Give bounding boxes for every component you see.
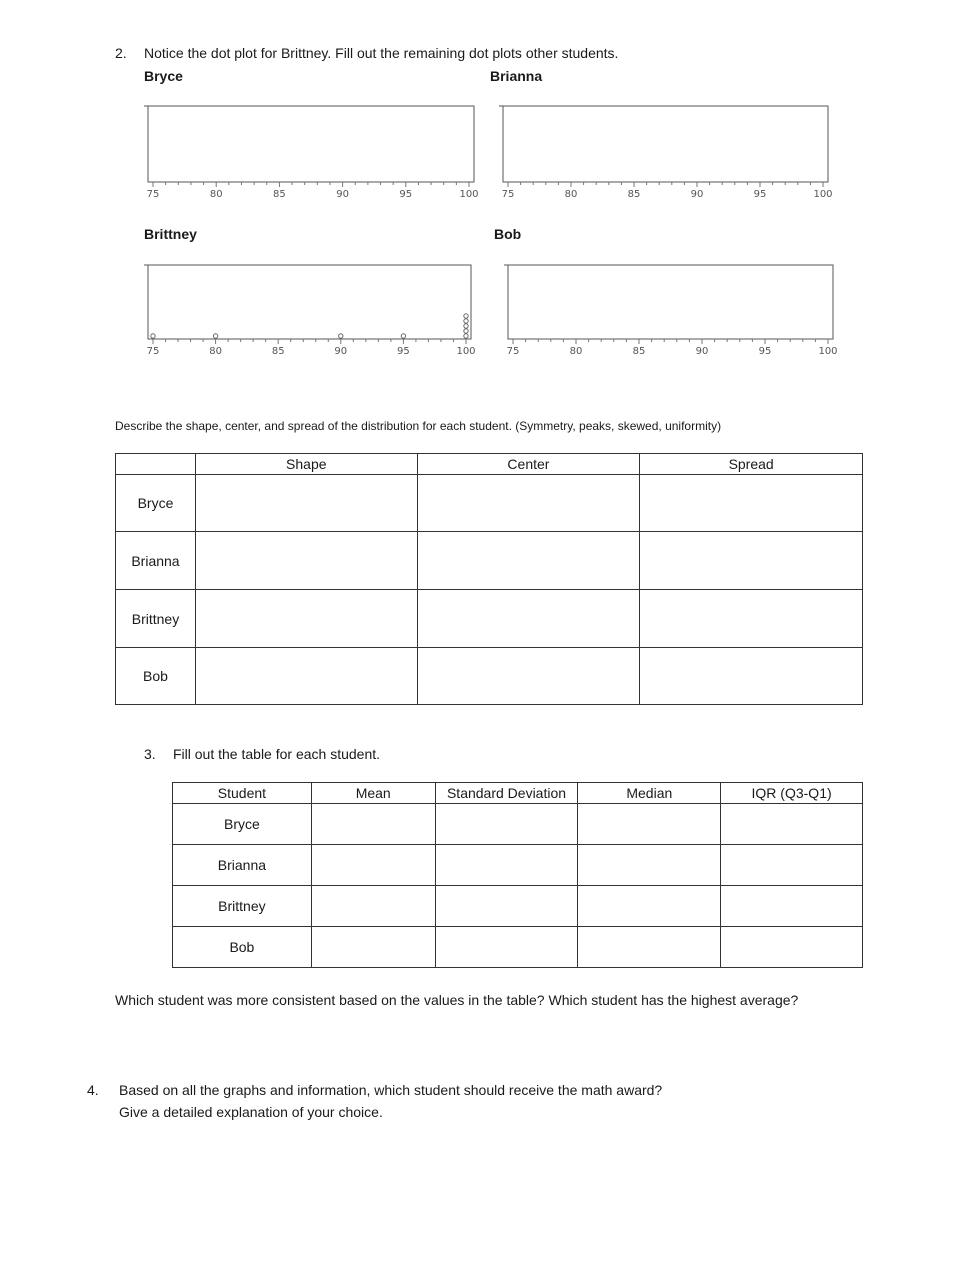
answer-cell[interactable] <box>195 648 417 705</box>
answer-cell[interactable] <box>417 475 640 532</box>
row-label: Brittney <box>173 886 312 927</box>
answer-cell[interactable] <box>311 845 435 886</box>
answer-cell[interactable] <box>578 804 721 845</box>
answer-cell[interactable] <box>311 804 435 845</box>
row-label: Brianna <box>116 532 196 590</box>
describe-table <box>115 453 863 705</box>
header-cell-std-dev: Standard Deviation <box>435 783 578 804</box>
stats-table <box>172 782 863 968</box>
consistency-question: Which student was more consistent based on the values in the table? Which student has the highest average? <box>115 992 799 1008</box>
header-cell-shape: Shape <box>195 454 417 475</box>
table-row <box>173 845 863 886</box>
answer-cell[interactable] <box>721 886 863 927</box>
tick-label: 75 <box>146 189 160 200</box>
table-row <box>116 532 863 590</box>
tick-label: 95 <box>397 346 410 357</box>
question-number: 3. <box>144 746 156 762</box>
question-prompt: Fill out the table for each student. <box>173 746 381 762</box>
row-label: Brianna <box>173 845 312 886</box>
question-prompt: Notice the dot plot for Brittney. Fill out the remaining dot plots other students. <box>144 45 619 61</box>
header-cell-center: Center <box>417 454 640 475</box>
stats-header-row <box>173 783 863 804</box>
tick-label: 95 <box>753 189 767 200</box>
tick-label: 90 <box>695 346 709 357</box>
answer-cell[interactable] <box>640 475 863 532</box>
tick-label: 100 <box>818 346 838 357</box>
answer-cell[interactable] <box>435 927 578 968</box>
answer-cell[interactable] <box>435 804 578 845</box>
answer-cell[interactable] <box>578 886 721 927</box>
plot-frame <box>508 265 833 339</box>
table-row <box>173 927 863 968</box>
answer-cell[interactable] <box>311 927 435 968</box>
plot-title-brianna: Brianna <box>490 68 543 84</box>
describe-header-row <box>116 454 863 475</box>
row-label: Brittney <box>116 590 196 648</box>
tick-label: 100 <box>456 346 476 357</box>
tick-label: 90 <box>334 346 348 357</box>
answer-cell[interactable] <box>435 845 578 886</box>
row-label: Bob <box>116 648 196 705</box>
tick-label: 95 <box>758 346 772 357</box>
header-cell-blank <box>116 454 196 475</box>
tick-label: 85 <box>627 189 641 200</box>
plot-title-brittney: Brittney <box>144 226 197 242</box>
tick-label: 75 <box>501 189 515 200</box>
tick-label: 80 <box>209 346 222 357</box>
describe-prompt: Describe the shape, center, and spread of the distribution for each student. (Symmetry, peaks, skewed, uniformity) <box>115 419 722 433</box>
question-number: 2. <box>115 45 127 61</box>
table-row <box>173 886 863 927</box>
table-row <box>116 475 863 532</box>
answer-cell[interactable] <box>311 886 435 927</box>
answer-cell[interactable] <box>721 927 863 968</box>
answer-cell[interactable] <box>640 590 863 648</box>
row-label: Bryce <box>173 804 312 845</box>
table-row <box>173 804 863 845</box>
table-row <box>116 648 863 705</box>
answer-cell[interactable] <box>195 532 417 590</box>
tick-label: 80 <box>564 189 578 200</box>
answer-cell[interactable] <box>721 804 863 845</box>
tick-label: 90 <box>336 189 349 200</box>
row-label: Bob <box>173 927 312 968</box>
answer-cell[interactable] <box>195 590 417 648</box>
tick-label: 80 <box>209 189 223 200</box>
answer-cell[interactable] <box>435 886 578 927</box>
answer-cell[interactable] <box>417 532 640 590</box>
header-cell-mean: Mean <box>311 783 435 804</box>
question-number: 4. <box>87 1082 99 1098</box>
tick-label: 90 <box>690 189 704 200</box>
question-prompt-line2: Give a detailed explanation of your choice. <box>119 1104 383 1120</box>
tick-label: 75 <box>146 346 160 357</box>
header-cell-student: Student <box>173 783 312 804</box>
plot-title-bob: Bob <box>494 226 522 242</box>
row-label: Bryce <box>116 475 196 532</box>
tick-label: 85 <box>273 189 286 200</box>
answer-cell[interactable] <box>578 845 721 886</box>
tick-label: 85 <box>271 346 285 357</box>
tick-label: 95 <box>399 189 413 200</box>
question-prompt: Based on all the graphs and information, which student should receive the math award? <box>119 1082 663 1098</box>
answer-cell[interactable] <box>721 845 863 886</box>
header-cell-spread: Spread <box>640 454 863 475</box>
answer-cell[interactable] <box>578 927 721 968</box>
header-cell-iqr: IQR (Q3-Q1) <box>721 783 863 804</box>
tick-label: 75 <box>506 346 520 357</box>
answer-cell[interactable] <box>640 532 863 590</box>
answer-cell[interactable] <box>417 648 640 705</box>
answer-cell[interactable] <box>417 590 640 648</box>
tick-label: 85 <box>632 346 646 357</box>
tick-label: 80 <box>569 346 583 357</box>
answer-cell[interactable] <box>640 648 863 705</box>
plot-title-bryce: Bryce <box>144 68 183 84</box>
table-row <box>116 590 863 648</box>
answer-cell[interactable] <box>195 475 417 532</box>
header-cell-median: Median <box>578 783 721 804</box>
tick-label: 100 <box>813 189 833 200</box>
tick-label: 100 <box>459 189 479 200</box>
